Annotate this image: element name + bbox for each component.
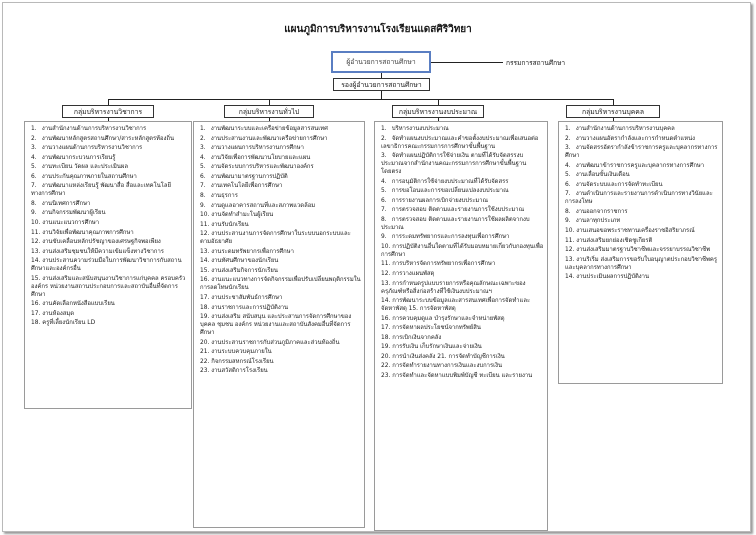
task-item — [200, 314, 361, 338]
task-item — [381, 354, 544, 362]
task-text: งานระดมทรัพยากรเพื่อการศึกษา — [211, 248, 294, 255]
task-number: 7. — [31, 183, 37, 190]
task-number: 9. — [565, 218, 571, 225]
task-number: 11. — [565, 237, 575, 244]
task-number: 19. — [381, 344, 391, 351]
task-number: 6. — [565, 181, 571, 188]
task-text: งานเสนอขอพระราชทานเครื่องราชอิสริยาภรณ์ — [576, 228, 695, 234]
task-text: กิจกรรมสหกรณ์โรงเรียน — [211, 358, 274, 365]
task-number: 4. — [200, 154, 206, 161]
task-item — [200, 222, 361, 230]
task-item — [381, 373, 544, 381]
task-item — [381, 136, 544, 152]
task-number: 10. — [565, 228, 575, 234]
task-number: 11. — [381, 261, 391, 268]
task-text: จัดทำแผนปฏิบัติการใช้จ่ายเงิน ตามที่ได้รับจัดสรรงบประมาณจากสำนักงานคณะกรรมการการศึกษาขั้นพื้นฐานโดยตรง — [381, 153, 527, 176]
group-bus-line — [108, 99, 613, 100]
task-number: 22. — [200, 358, 210, 365]
task-number: 18. — [31, 320, 41, 327]
task-text: งานพัฒนาระบบและเครือข่ายข้อมูลสารสนเทศ — [210, 126, 328, 132]
task-text: การพัฒนาระบบข้อมูลและสารสนเทศเพื่อการจัดทำและจัดหาพัสดุ 15. การจัดหาพัสดุ — [381, 298, 531, 313]
task-number: 2. — [381, 135, 387, 142]
task-number: 10. — [381, 243, 391, 250]
task-number: 13. — [200, 248, 210, 255]
task-item — [381, 325, 544, 333]
task-item — [381, 179, 544, 187]
task-text: จัดทำแผนงบประมาณและคำขอตั้งงบประมาณเพื่อเสนอต่อเลขาธิการคณะกรรมการการศึกษาขั้นพื้นฐาน — [381, 135, 539, 150]
task-text: งานประสานราชการกับส่วนภูมิภาคและส่วนท้องถิ่น — [211, 339, 340, 346]
task-text: งานสำนักงานด้านการบริหารงานบุคคล — [575, 126, 675, 132]
task-text: งานส่งเสริมยกย่องเชิดชูเกียรติ — [576, 237, 653, 244]
task-number: 3. — [565, 145, 571, 152]
task-item — [565, 191, 719, 207]
task-item — [31, 320, 188, 328]
task-text: การนำเงินส่งคลัง 21. การจัดทำบัญชีการเงิน — [392, 353, 505, 360]
task-number: 10. — [31, 220, 41, 227]
task-item — [381, 316, 544, 324]
group-box-general: กลุ่มบริหารงานทั่วไป — [224, 105, 314, 118]
task-item — [381, 188, 544, 196]
task-number: 7. — [200, 183, 206, 190]
task-text: งานทัศนศึกษาของนักเรียน — [211, 258, 279, 265]
task-number: 11. — [31, 229, 41, 236]
task-number: 14. — [381, 298, 391, 305]
task-number: 2. — [200, 135, 206, 142]
task-item — [200, 268, 361, 276]
task-item — [31, 201, 188, 209]
task-item — [381, 207, 544, 215]
task-text: การกำหนดรูปแบบรายการหรือคุณลักษณะเฉพาะของครุภัณฑ์หรือสิ่งก่อสร้างที่ใช้เงินงบประมาณฯ — [381, 280, 526, 295]
task-text: การจัดหาผลประโยชน์จากทรัพย์สิน — [392, 325, 481, 332]
task-number: 18. — [381, 334, 391, 341]
task-number: 5. — [381, 188, 387, 195]
task-text: งานพัฒนาหลักสูตรสถานศึกษา/สาระหลักสูตรท้องถิ่น — [41, 135, 175, 142]
task-item — [381, 244, 544, 260]
task-number: 5. — [31, 164, 37, 171]
task-number: 17. — [381, 325, 391, 332]
task-text: งานแนะแนวการศึกษา — [42, 220, 100, 227]
task-text: การรายงานผลการเบิกจ่ายงบประมาณ — [391, 197, 489, 204]
task-number: 6. — [381, 197, 387, 204]
task-item — [565, 182, 719, 190]
task-item — [381, 271, 544, 279]
task-number: 9. — [31, 210, 37, 217]
task-text: งานพัฒนาแหล่งเรียนรู้ พัฒนาสื่อ สื่อและเทคโนโลยีทางการศึกษา — [31, 183, 171, 198]
task-text: งานดำเนินการและรายงานการดำเนินการทางวินัยและการลงโทษ — [565, 191, 713, 206]
task-item — [200, 277, 361, 293]
task-item — [31, 276, 188, 300]
task-text: บริหารงานงบประมาณ — [391, 126, 449, 132]
task-number: 13. — [31, 248, 41, 255]
task-item — [565, 228, 719, 236]
academic-items — [31, 126, 188, 328]
deputy-bus-connector — [381, 91, 382, 99]
task-text: การเบิกเงินจากคลัง — [392, 334, 442, 341]
task-text: การจัดทำและจัดหาแบบพิมพ์บัญชี ทะเบียน และรายงาน — [392, 373, 533, 380]
task-text: การปฏิบัติงานอื่นใดตามที่ได้รับมอบหมายเกี่ยวกับกองทุนเพื่อการศึกษา — [381, 243, 544, 258]
task-text: งานสำนักงานด้านการบริหารงานวิชาการ — [41, 126, 147, 132]
task-number: 4. — [381, 178, 387, 185]
task-number: 15. — [200, 267, 210, 274]
task-item — [381, 261, 544, 269]
task-item — [200, 359, 361, 367]
task-number: 10. — [200, 212, 210, 219]
task-text: งานพัฒนาข้าราชการครูและบุคลากรทางการศึกษา — [575, 162, 705, 169]
task-text: การควบคุมดูแล บำรุงรักษาและจำหน่ายพัสดุ — [392, 315, 505, 322]
task-item — [200, 305, 361, 313]
task-number: 9. — [200, 202, 206, 209]
task-text: งานประสานงานการจัดการศึกษาในระบบนอกระบบและตามอัธยาศัย — [200, 231, 351, 246]
task-item — [31, 145, 188, 153]
task-number: 14. — [565, 274, 575, 281]
task-number: 8. — [565, 208, 571, 215]
task-text: การขอโอนและการขอเปลี่ยนแปลงงบประมาณ — [391, 188, 509, 195]
task-number: 14. — [31, 258, 41, 265]
task-text: การจัดทำรายงานทางการเงินและงบการเงิน — [392, 363, 503, 370]
task-text: งานเทคโนโลยีเพื่อการศึกษา — [210, 183, 283, 190]
personnel-task-list — [558, 121, 723, 384]
task-item — [31, 164, 188, 172]
task-number: 13. — [381, 280, 391, 287]
task-number: 6. — [31, 173, 37, 180]
task-item — [200, 258, 361, 266]
task-text: งานวางแผนด้านการบริหารงานวิชาการ — [41, 145, 143, 152]
task-text: งานประชาสัมพันธ์การศึกษา — [211, 294, 283, 301]
task-number: 5. — [565, 172, 571, 179]
task-text: งานระบบควบคุมภายใน — [211, 349, 272, 356]
academic-task-list — [24, 121, 192, 409]
task-text: งานจัดสรรอัตรากำลังข้าราชการครูและบุคลากรทางการศึกษา — [565, 145, 718, 160]
task-text: การตรวจสอบ ติดตามและรายงานการใช้งบประมาณ — [391, 207, 525, 214]
director-box: ผู้อำนวยการสถานศึกษา — [331, 51, 431, 73]
group-box-budget: กลุ่มบริหารงานงบประมาณ — [392, 105, 484, 118]
task-text: งานส่งเสริมกิจการนักเรียน — [211, 267, 278, 274]
task-item — [31, 126, 188, 134]
task-number: 7. — [381, 207, 387, 214]
task-item — [31, 155, 188, 163]
task-item — [381, 363, 544, 371]
task-item — [31, 311, 188, 319]
task-item — [31, 258, 188, 274]
task-item — [200, 295, 361, 303]
task-text: งานลาทุกประเภท — [575, 218, 621, 225]
task-number: 14. — [200, 258, 210, 265]
task-number: 22. — [381, 363, 391, 370]
task-text: งานริเริ่ม ส่งเสริมการขอรับใบอนุญาตประกอบวิชาชีพครูและบุคลากรทางการศึกษา — [565, 256, 718, 271]
task-number: 3. — [31, 145, 37, 152]
task-item — [565, 136, 719, 144]
task-number: 19. — [200, 314, 210, 321]
task-number: 16. — [200, 277, 210, 284]
task-number: 13. — [565, 256, 575, 263]
task-number: 12. — [31, 239, 41, 246]
task-number: 8. — [31, 200, 37, 207]
task-number: 1. — [31, 126, 37, 132]
task-number: 17. — [31, 310, 41, 317]
task-item — [200, 136, 361, 144]
task-number: 6. — [200, 173, 206, 180]
task-item — [565, 172, 719, 180]
task-text: งานวิจัยเพื่อการพัฒนานโยบายและแผน — [210, 154, 311, 161]
task-item — [381, 281, 544, 297]
task-item — [200, 183, 361, 191]
task-number: 16. — [381, 315, 391, 322]
task-item — [31, 301, 188, 309]
task-text: งานราชการและการปฏิบัติงาน — [211, 304, 289, 311]
task-item — [200, 145, 361, 153]
task-item — [381, 153, 544, 177]
task-item — [200, 155, 361, 163]
task-item — [31, 239, 188, 247]
chart-title: แผนภูมิการบริหารงานโรงเรียนแดสศิริวิทยา — [284, 24, 472, 35]
deputy-box: รองผู้อำนวยการสถานศึกษา — [333, 78, 430, 91]
task-number: 20. — [381, 353, 391, 360]
task-text: งานออกจากราชการ — [575, 208, 628, 215]
task-text: งานส่งเสริมมาตรฐานวิชาชีพและจรรยาบรรณวิชาชีพ — [576, 247, 710, 254]
task-text: งานส่งเสริมและสนับสนุนงานวิชาการแก่บุคคล ครอบครัว องค์กร หน่วยงานสถานประกอบการและสถาบันอื่นที่จัดการศึกษา — [31, 275, 186, 298]
task-item — [565, 247, 719, 255]
task-item — [200, 174, 361, 182]
group-box-personnel: กลุ่มบริหารงานบุคคล — [566, 105, 660, 118]
task-text: งานจัดระบบการบริหารและพัฒนาองค์กร — [210, 164, 314, 171]
task-text: งานประเมินผลการปฏิบัติงาน — [576, 274, 650, 281]
task-text: งานประกันคุณภาพภายในสถานศึกษา — [41, 173, 137, 180]
task-number: 4. — [31, 154, 37, 161]
task-item — [200, 231, 361, 247]
task-text: งานคัดเลือกหนังสือแบบเรียน — [42, 301, 115, 308]
task-text: การอนุมัติการใช้จ่ายงบประมาณที่ได้รับจัดสรร — [391, 178, 509, 185]
task-text: งานจัดทำสำมะโนผู้เรียน — [211, 212, 274, 219]
task-item — [565, 209, 719, 217]
task-number: 12. — [565, 247, 575, 254]
task-item — [200, 340, 361, 348]
task-item — [565, 257, 719, 273]
task-text: งานธุรการ — [210, 192, 238, 199]
task-item — [565, 163, 719, 171]
task-number: 18. — [200, 304, 210, 311]
task-number: 3. — [200, 145, 206, 152]
task-item — [381, 126, 544, 134]
task-item — [31, 210, 188, 218]
task-item — [200, 212, 361, 220]
task-text: งานวางแผนอัตรากำลังและการกำหนดตำแหน่ง — [575, 135, 695, 142]
task-item — [200, 193, 361, 201]
task-item — [31, 174, 188, 182]
task-item — [381, 217, 544, 233]
task-item — [565, 218, 719, 226]
general-items — [200, 126, 361, 376]
board-label: กรรมการสถานศึกษา — [506, 59, 566, 67]
task-text: การวางแผนพัสดุ — [392, 271, 435, 278]
task-number: 8. — [200, 192, 206, 199]
task-number: 12. — [381, 271, 391, 278]
task-text: งานส่งเสริมชุมชนให้มีความเข้มแข็งทางวิชาการ — [42, 248, 164, 255]
task-number: 15. — [31, 275, 41, 282]
task-text: งานรับนักเรียน — [211, 221, 249, 228]
task-number: 8. — [381, 216, 387, 223]
task-text: งานจัดระบบและการจัดทำทะเบียน — [575, 181, 663, 188]
task-text: งานพัฒนามาตรฐานการปฏิบัติ — [210, 173, 288, 180]
task-item — [200, 164, 361, 172]
task-number: 2. — [565, 135, 571, 142]
task-number: 1. — [381, 126, 387, 132]
task-item — [200, 249, 361, 257]
task-text: งานประสานความร่วมมือในการพัฒนาวิชาการกับสถานศึกษาและองค์กรอื่น — [31, 258, 182, 273]
task-item — [381, 298, 544, 314]
task-number: 1. — [200, 126, 206, 132]
task-text: งานห้องสมุด — [42, 310, 75, 317]
task-number: 1. — [565, 126, 571, 132]
task-number: 21. — [200, 349, 210, 356]
task-number: 3. — [381, 153, 387, 160]
task-text: งานส่งเสริม สนับสนุน และประสานการจัดการศึกษาของบุคคล ชุมชน องค์กร หน่วยงานและสถาบันสังคมอื่นที่จัดการศึกษา — [200, 314, 352, 336]
task-text: งานทะเบียน วัดผล และประเมินผล — [41, 164, 128, 171]
general-task-list — [193, 121, 365, 528]
task-number: 23. — [381, 373, 391, 380]
task-item — [381, 198, 544, 206]
task-text: งานวิจัยเพื่อพัฒนาคุณภาพการศึกษา — [42, 229, 134, 236]
task-number: 20. — [200, 339, 210, 346]
task-text: งานแนะแนวทางการจัดกิจกรรมเพื่อปรับเปลี่ยนพฤติกรรมในการลดโทษนักเรียน — [200, 277, 361, 292]
task-item — [31, 220, 188, 228]
task-text: งานขับเคลื่อนหลักปรัชญาของเศรษฐกิจพอเพียง — [42, 239, 161, 246]
task-item — [31, 249, 188, 257]
task-number: 4. — [565, 162, 571, 169]
task-text: งานพัฒนากระบวนการเรียนรู้ — [41, 154, 116, 161]
task-number: 17. — [200, 294, 210, 301]
group-box-academic: กลุ่มบริหารงานวิชาการ — [62, 105, 154, 118]
task-item — [381, 344, 544, 352]
task-item — [381, 234, 544, 242]
personnel-items — [565, 126, 719, 282]
task-item — [565, 145, 719, 161]
task-text: งานดูแลอาคารสถานที่และสภาพแวดล้อม — [210, 202, 316, 209]
task-item — [565, 238, 719, 246]
budget-task-list — [374, 121, 548, 531]
task-item — [381, 335, 544, 343]
task-item — [200, 126, 361, 134]
task-text: งานเลื่อนขั้นเงินเดือน — [575, 172, 630, 179]
task-text: งานสวัสดิการโรงเรียน — [211, 368, 268, 375]
task-text: การบริหารจัดการทรัพยากรเพื่อการศึกษา — [392, 261, 496, 268]
task-item — [565, 126, 719, 134]
task-text: งานนิเทศการศึกษา — [41, 200, 91, 207]
task-item — [31, 230, 188, 238]
task-number: 16. — [31, 301, 41, 308]
task-text: การตรวจสอบ ติดตามและรายงานการใช้ผลผลิตจากงบประมาณ — [381, 216, 530, 231]
task-item — [200, 349, 361, 357]
task-text: การรับเงิน เก็บรักษาเงินและจ่ายเงิน — [392, 344, 482, 351]
task-number: 12. — [200, 231, 210, 238]
budget-items — [381, 126, 544, 381]
task-item — [31, 183, 188, 199]
task-number: 11. — [200, 221, 210, 228]
task-item — [565, 274, 719, 282]
task-number: 23. — [200, 368, 210, 375]
task-text: การระดมทรัพยากรและการลงทุนเพื่อการศึกษา — [391, 234, 510, 241]
director-board-connector — [431, 62, 503, 63]
task-text: งานวางแผนการบริหารงานการศึกษา — [210, 145, 304, 152]
task-number: 5. — [200, 164, 206, 171]
task-item — [200, 203, 361, 211]
task-text: งานกิจกรรมพัฒนาผู้เรียน — [41, 210, 106, 217]
task-text: ครูที่เลี้ยงนักเรียน LD — [42, 320, 96, 327]
task-text: งานประสานงานและพัฒนาเครือข่ายการศึกษา — [210, 135, 328, 142]
task-number: 9. — [381, 234, 387, 241]
task-item — [31, 136, 188, 144]
task-item — [200, 368, 361, 376]
task-number: 7. — [565, 191, 571, 198]
task-number: 2. — [31, 135, 37, 142]
